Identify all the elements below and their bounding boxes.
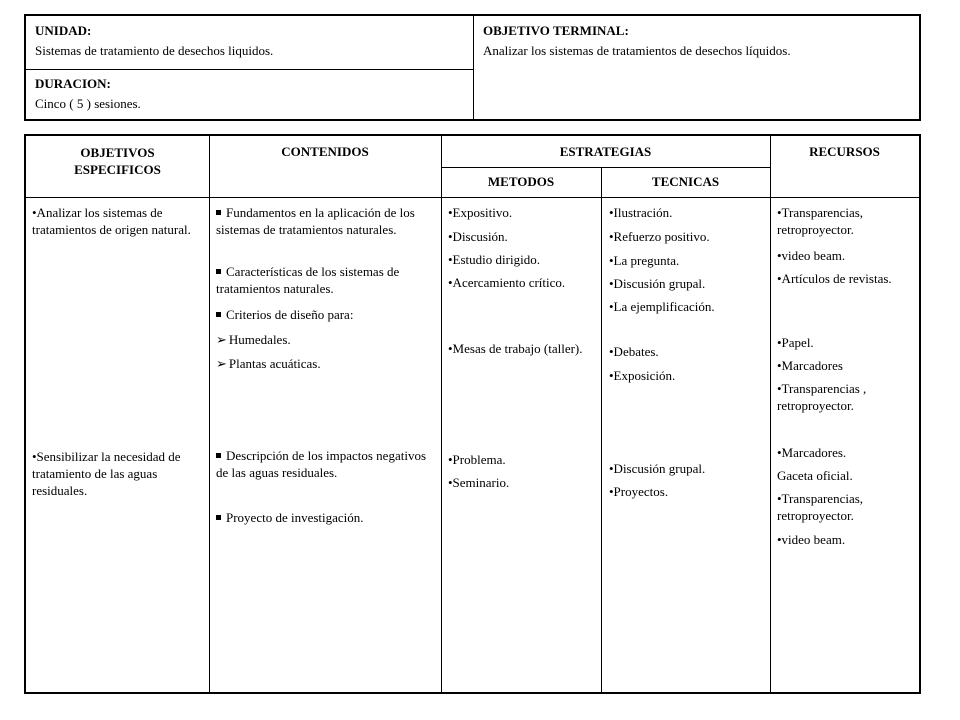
contenido-item [216,447,436,481]
metodo-item: •Expositivo. [448,205,513,220]
col-divider-4 [770,136,771,692]
arrow-bullet-icon: ➢ [216,332,227,347]
tecnica-item: •Discusión grupal. [609,461,706,476]
tecnica-item: •Debates. [609,344,659,359]
metodo-item: •Acercamiento crítico. [448,275,566,290]
square-bullet-icon [216,210,221,215]
estrategias-sub-divider [441,167,770,168]
header-contenidos-label: CONTENIDOS [281,144,369,159]
square-bullet-icon [216,453,221,458]
header-recursos-label: RECURSOS [809,144,880,159]
col-divider-2 [441,136,442,692]
recurso-item: Gaceta oficial. [777,468,853,483]
objetivo-item: •Analizar los sistemas de tratamientos de origen natural. [32,205,191,237]
header-objetivos-label: OBJETIVOS ESPECIFICOS [74,145,161,177]
recurso-item: •Papel. [777,335,814,350]
square-bullet-icon [216,269,221,274]
recurso-item: •Transparencias , retroproyector. [777,381,867,413]
objetivo-terminal-label: OBJETIVO TERMINAL: [483,23,629,38]
tecnica-item: •La pregunta. [609,253,680,268]
contenido-item [216,306,436,323]
square-bullet-icon [216,312,221,317]
contenido-text: Criterios de diseño para: [226,307,354,322]
contenido-item [216,263,436,297]
contenido-item [216,509,436,526]
metodo-item: •Seminario. [448,475,510,490]
recurso-item: •Marcadores [777,358,843,373]
objetivos-column [32,204,204,684]
duracion-value: Cinco ( 5 ) sesiones. [35,96,141,111]
main-table [24,134,921,694]
col-divider-3 [601,167,602,692]
contenido-text: Fundamentos en la aplicación de los sistemas de tratamientos naturales. [216,205,415,237]
metodo-item: •Mesas de trabajo (taller). [448,341,583,356]
header-row-divider [26,197,919,198]
contenido-item [216,331,436,348]
metodo-item: •Discusión. [448,229,508,244]
unidad-label: UNIDAD: [35,23,92,38]
recurso-item: •video beam. [777,248,846,263]
contenidos-column [216,204,436,684]
recurso-item: •video beam. [777,532,846,547]
duracion-label: DURACION: [35,76,111,91]
header-divider-horizontal [26,69,473,70]
contenido-item [216,355,436,372]
recurso-item: •Transparencias, retroproyector. [777,205,864,237]
header-recursos [770,144,919,160]
recurso-item: •Marcadores. [777,445,847,460]
header-estrategias-label: ESTRATEGIAS [559,144,652,159]
contenido-text: Características de los sistemas de tratamientos naturales. [216,264,400,296]
tecnica-item: •La ejemplificación. [609,299,715,314]
recursos-column [777,204,915,684]
tecnica-item: •Discusión grupal. [609,276,706,291]
contenido-item [216,204,436,238]
duracion-cell [35,76,465,112]
objetivo-item: •Sensibilizar la necesidad de tratamiento de las aguas residuales. [32,449,181,498]
square-bullet-icon [216,515,221,520]
header-tecnicas [601,174,770,190]
contenido-text: Plantas acuáticas. [228,356,321,371]
metodos-column [448,204,598,684]
header-tecnicas-label: TECNICAS [651,174,720,189]
tecnica-item: •Proyectos. [609,484,669,499]
recurso-item: •Artículos de revistas. [777,271,892,286]
contenido-text: Humedales. [228,332,291,347]
objetivo-terminal-cell [483,23,913,59]
contenido-text: Descripción de los impactos negativos de las aguas residuales. [216,448,427,480]
header-box [24,14,921,121]
header-contenidos [209,144,441,160]
header-estrategias [441,144,770,160]
tecnica-item: •Refuerzo positivo. [609,229,710,244]
header-objetivos [26,144,209,178]
header-divider-vertical [473,16,474,119]
metodo-item: •Estudio dirigido. [448,252,540,267]
unidad-cell [35,23,465,59]
recurso-item: •Transparencias, retroproyector. [777,491,864,523]
tecnica-item: •Exposición. [609,368,676,383]
metodo-item: •Problema. [448,452,506,467]
col-divider-1 [209,136,210,692]
tecnicas-column [609,204,767,684]
tecnica-item: •Ilustración. [609,205,673,220]
header-metodos-label: METODOS [487,174,555,189]
header-metodos [441,174,601,190]
contenido-text: Proyecto de investigación. [226,510,364,525]
unidad-value: Sistemas de tratamiento de desechos liquidos. [35,43,274,58]
objetivo-terminal-value: Analizar los sistemas de tratamientos de desechos líquidos. [483,43,791,58]
arrow-bullet-icon: ➢ [216,356,227,371]
